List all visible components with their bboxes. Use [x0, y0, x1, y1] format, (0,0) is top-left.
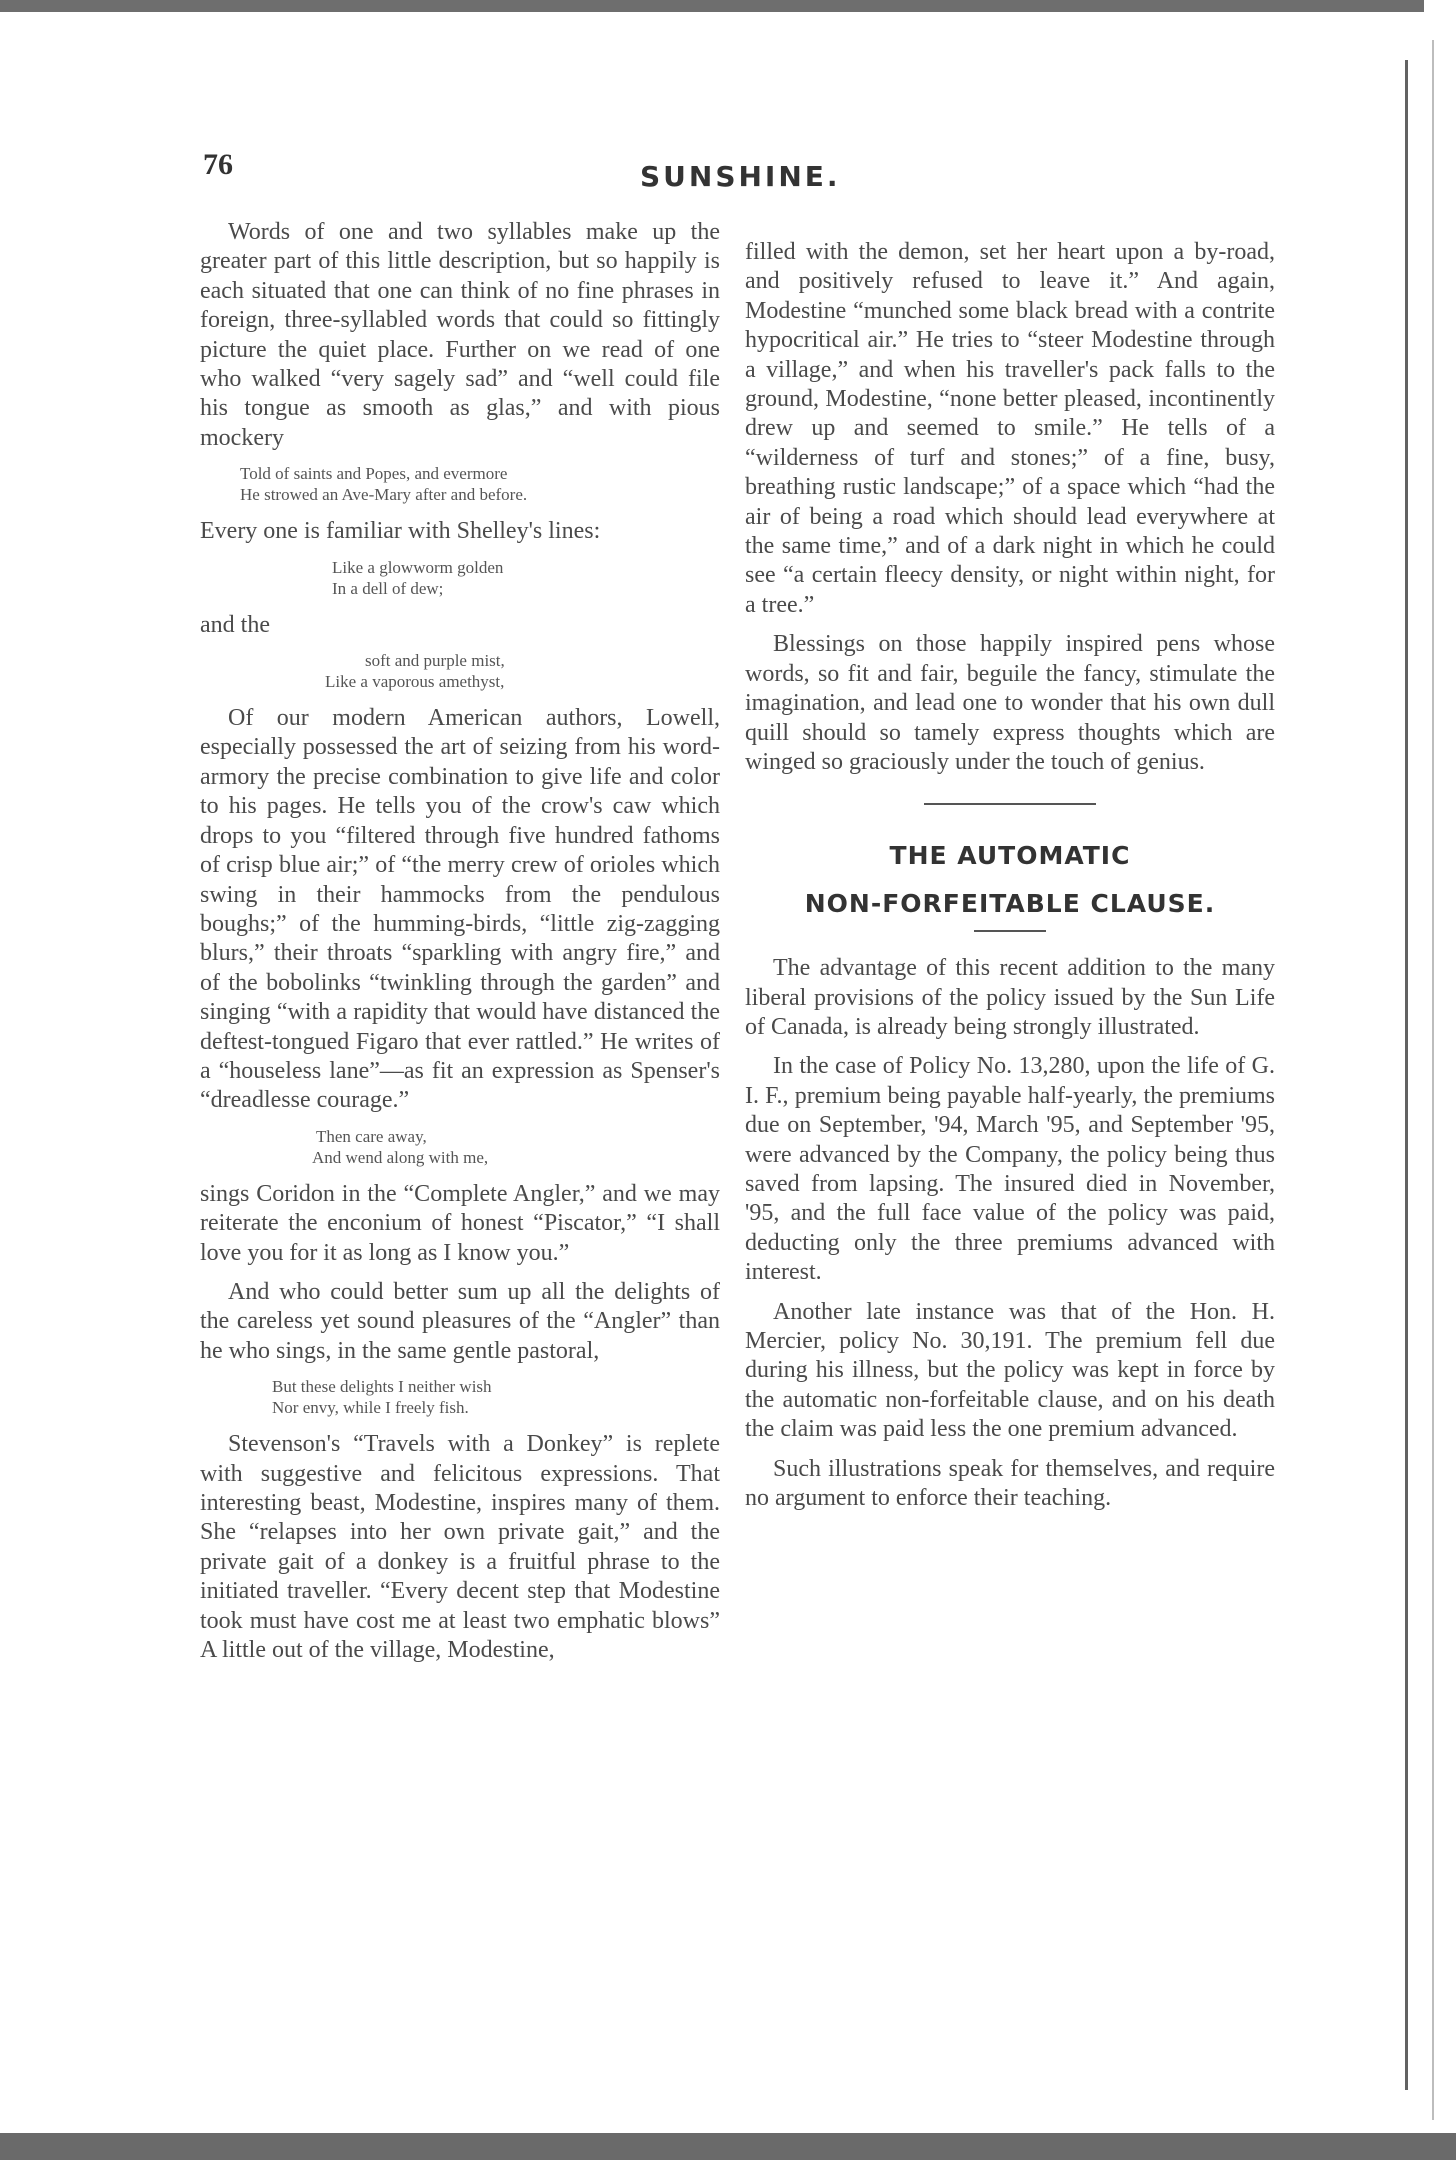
paragraph: Words of one and two syllables make up the greater part of this little description, but so happily is each situated that one can think of no fine phrases in foreign, three-syllabled words that could so fittingly picture the quiet place. Further on we read of one who walked “very sagely sad” and “well could file his tongue as smooth as glas,” and with pious mockery: [200, 219, 720, 451]
verse-line: Like a vaporous amethyst,: [325, 672, 505, 692]
paragraph: Stevenson's “Travels with a Donkey” is replete with suggestive and felicitous expressions. That interesting beast, Modestine, inspires many of them. She “relapses into her own private gait,” and the private gait of a donkey is a fruitful phrase to the initiated traveller. “Every decent step that Modestine took must have cost me at least two emphatic blows” A little out of the village, Modestine,: [200, 1431, 720, 1664]
verse-quote: [200, 1126, 720, 1168]
paragraph: filled with the demon, set her heart upon a by-road, and positively refused to leave it.” And again, Modestine “munched some black bread with a contrite hypocritical air.” He tries to “steer Modestine through a village,” and when his traveller's pack falls to the ground, Modestine, “none better pleased, incontinently drew up and seemed to smile.” He tells of a “wilderness of turf and stones;” of a fine, busy, breathing rustic landscape;” of a space which “had the air of being a road which should lead everywhere at the same time,” and of a dark night in which he could see “a certain fleecy density, or night within night, for a tree.”: [745, 239, 1275, 618]
page-edge-line: [1405, 60, 1408, 2090]
verse-line: In a dell of dew;: [332, 578, 444, 598]
verse-line: Like a glowworm golden: [332, 557, 504, 577]
paragraph: The advantage of this recent addition to the many liberal provisions of the policy issued by the Sun Life of Canada, is already being strongly illustrated.: [745, 955, 1275, 1040]
running-head: SUNSHINE.: [640, 160, 841, 193]
verse-quote: [200, 650, 720, 692]
left-column: [200, 218, 720, 1665]
section-rule: [974, 930, 1046, 932]
paragraph: and the: [200, 611, 270, 638]
paragraph: Blessings on those happily inspired pens whose words, so fit and fair, beguile the fancy, stimulate the imagination, and lead one to wonder that his own dull quill should so tamely express thoughts which are winged so graciously under the touch of genius.: [745, 631, 1275, 775]
section-heading: THE AUTOMATIC: [889, 841, 1131, 871]
verse-line: But these delights I neither wish: [272, 1377, 492, 1397]
verse-quote: [200, 1376, 720, 1418]
page-number: 76: [203, 148, 233, 181]
paragraph: Every one is familiar with Shelley's lines:: [200, 518, 601, 545]
paragraph: Such illustrations speak for themselves, and require no argument to enforce their teaching.: [745, 1455, 1275, 1512]
verse-line: Told of saints and Popes, and evermore: [240, 464, 508, 484]
paragraph: And who could better sum up all the delights of the careless yet sound pleasures of the “Angler” than he who sings, in the same gentle pastoral,: [200, 1278, 720, 1364]
page-edge-line-outer: [1432, 40, 1434, 2120]
verse-line: He strowed an Ave-Mary after and before.: [240, 485, 528, 505]
scan-border-right: [1424, 0, 1456, 2160]
scan-border-bottom: [0, 2133, 1456, 2160]
scan-border-top: [0, 0, 1456, 12]
verse-line: Then care away,: [316, 1126, 427, 1146]
section-heading: NON-FORFEITABLE CLAUSE.: [804, 888, 1216, 918]
section-rule: [924, 803, 1096, 805]
verse-quote: [200, 463, 720, 505]
paragraph: sings Coridon in the “Complete Angler,” and we may reiterate the enconium of honest “Piscator,” “I shall love you for it as long as I know you.”: [200, 1180, 720, 1266]
right-column: [745, 238, 1275, 1513]
verse-line: soft and purple mist,: [365, 651, 505, 671]
verse-line: Nor envy, while I freely fish.: [272, 1398, 469, 1418]
paragraph: In the case of Policy No. 13,280, upon the life of G. I. F., premium being payable half-yearly, the premiums due on September, '94, March '95, and September '95, were advanced by the Company, the policy being thus saved from lapsing. The insured died in November, '95, and the full face value of the policy was paid, deducting only the three premiums advanced with interest.: [745, 1053, 1275, 1286]
paragraph: Another late instance was that of the Hon. H. Mercier, policy No. 30,191. The premium fell due during his illness, but the policy was kept in force by the automatic non-forfeitable clause, and on his death the claim was paid less the one premium advanced.: [745, 1298, 1275, 1443]
verse-line: And wend along with me,: [312, 1147, 489, 1167]
verse-quote: [200, 557, 720, 599]
paragraph: Of our modern American authors, Lowell, especially possessed the art of seizing from his word-armory the precise combination to give life and color to his pages. He tells you of the crow's caw which drops to you “filtered through five hundred fathoms of crisp blue air;” of “the merry crew of orioles which swing in their hammocks from the pendulous boughs;” of the humming-birds, “little zig-zagging blurs,” their throats “sparkling with angry fire,” and of the bobolinks “twinkling through the garden” and singing “with a rapidity that would have distanced the deftest-tongued Figaro that ever rattled.” He writes of a “houseless lane”—as fit an expression as Spenser's “dreadlesse courage.”: [200, 705, 720, 1114]
